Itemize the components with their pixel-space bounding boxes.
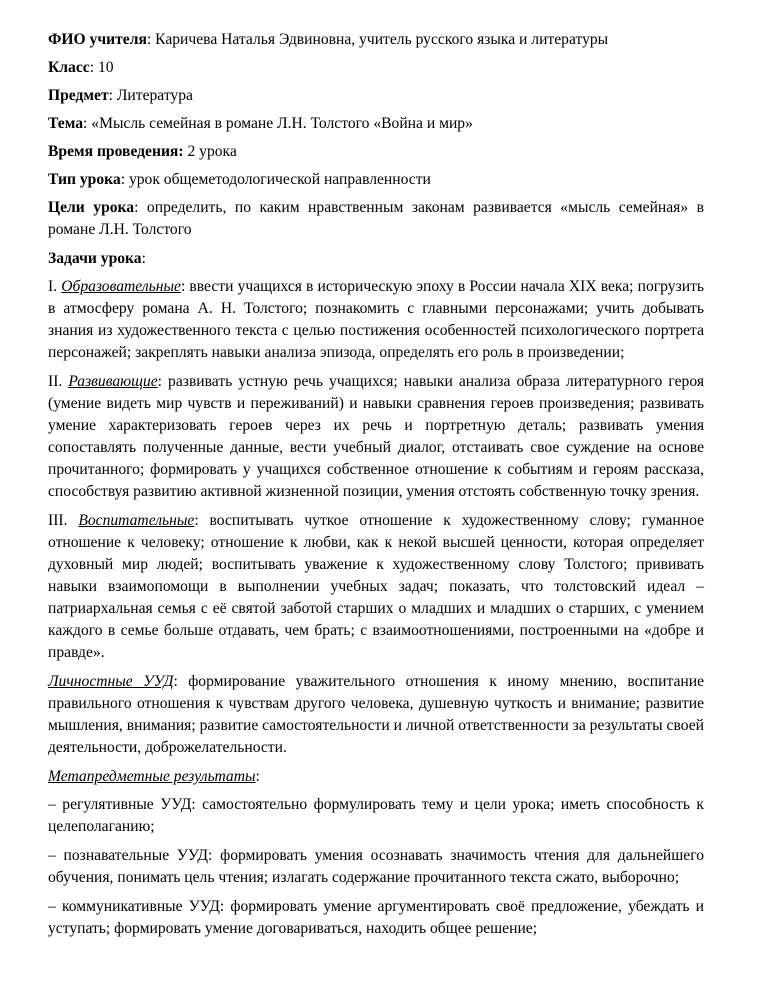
task-educational-label: Образовательные xyxy=(61,278,181,295)
meta-item-communicative: – коммуникативные УУД: формировать умение аргументировать своё предложение, убеждать и уступать; формировать умение договариваться, находить общее решение; xyxy=(48,898,704,937)
task-developmental-num: II. xyxy=(48,373,69,390)
lesson-type-sep: : xyxy=(120,171,129,188)
goals-value: определить, по каким нравственным законам развивается «мысль семейная» в романе Л.Н. Толстого xyxy=(48,199,705,238)
tasks-heading xyxy=(48,248,704,270)
lesson-type-label: Тип урока xyxy=(48,171,121,188)
personal-uud-text: : формирование уважительного отношения к иному мнению, воспитание правильного отношения к чувствам другого человека, душевную чуткость и внимание; развитие мышления, внимания; развитие самостоятельности и личной ответственности за результаты своей деятельности, доброжелательности. xyxy=(48,673,704,756)
grade-label: Класс xyxy=(48,59,90,76)
meta-label: Метапредметные результаты xyxy=(48,768,256,785)
grade-value: 10 xyxy=(97,59,114,76)
subject-value: Литература xyxy=(116,87,193,104)
goals-sep: : xyxy=(134,199,147,216)
task-developmental-text: : развивать устную речь учащихся; навыки анализа образа литературного героя (умение видеть мир чувств и переживаний) и навыки сравнения героев произведения; развивать умение характеризовать героев через их речь и портретную деталь; развивать умения сопоставлять полученные данные, вести учебный диалог, отстаивать свое суждение на основе прочитанного; формировать у учащихся собственное отношение к событиям и героям рассказа, способствуя развитию активной жизненной позиции, умения отстоять собственную точку зрения. xyxy=(48,373,704,500)
task-educational-num: I. xyxy=(48,278,62,295)
task-upbringing xyxy=(48,510,704,664)
topic-sep: : xyxy=(83,115,92,132)
personal-uud-paragraph xyxy=(48,671,704,759)
duration-line xyxy=(48,141,704,163)
duration-value: 2 урока xyxy=(187,143,237,160)
goals-label: Цели урока xyxy=(48,199,135,216)
tasks-sep: : xyxy=(141,250,146,267)
topic-label: Тема xyxy=(48,115,84,132)
grade-sep: : xyxy=(89,59,98,76)
duration-label: Время проведения: xyxy=(48,143,184,160)
tasks-label: Задачи урока xyxy=(48,250,142,267)
grade-line xyxy=(48,57,704,79)
task-educational xyxy=(48,276,704,364)
task-upbringing-text: : воспитывать чуткое отношение к художественному слову; гуманное отношение к человеку; отношение к любви, как к некой высшей ценности, которая определяет духовный мир людей; воспитывать уважение к художественному слову Толстого; прививать навыки взаимопомощи в выполнении учебных задач; показать, что толстовский идеал – патриархальная семья с её святой заботой старших о младших и младших о старших, с умением каждого в семье больше отдавать, чем брать; с взаимоотношениями, построенными на «добре и правде». xyxy=(48,512,704,661)
task-upbringing-label: Воспитательные xyxy=(78,512,195,529)
topic-value: «Мысль семейная в романе Л.Н. Толстого «Война и мир» xyxy=(91,115,473,132)
task-upbringing-num: III. xyxy=(48,512,79,529)
teacher-line xyxy=(48,29,704,51)
teacher-value: Каричева Наталья Эдвиновна, учитель русского языка и литературы xyxy=(155,31,609,48)
goals-paragraph xyxy=(48,197,704,241)
topic-line xyxy=(48,113,704,135)
lesson-type-line xyxy=(48,169,704,191)
personal-uud-label: Личностные УУД xyxy=(48,673,174,690)
lesson-type-value: урок общеметодологической направленности xyxy=(128,171,431,188)
subject-label: Предмет xyxy=(48,87,109,104)
teacher-label: ФИО учителя xyxy=(48,31,147,48)
meta-item-regulative: – регулятивные УУД: самостоятельно формулировать тему и цели урока; иметь способность к целеполаганию; xyxy=(48,796,704,835)
subject-sep: : xyxy=(108,87,117,104)
meta-item-cognitive: – познавательные УУД: формировать умения осознавать значимость чтения для дальнейшего обучения, понимать цель чтения; излагать содержание прочитанного текста сжато, выборочно; xyxy=(48,847,704,886)
meta-sep: : xyxy=(255,768,260,785)
task-educational-text: : ввести учащихся в историческую эпоху в России начала XIX века; погрузить в атмосферу романа А. Н. Толстого; познакомить с главными персонажами; учить добывать знания из художественного текста с целью постижения особенностей психологического портрета персонажей; закреплять навыки анализа эпизода, определять его роль в произведении; xyxy=(48,278,704,361)
task-developmental xyxy=(48,371,704,503)
teacher-sep: : xyxy=(146,31,156,48)
task-developmental-label: Развивающие xyxy=(68,373,158,390)
subject-line xyxy=(48,85,704,107)
meta-heading xyxy=(48,766,704,788)
